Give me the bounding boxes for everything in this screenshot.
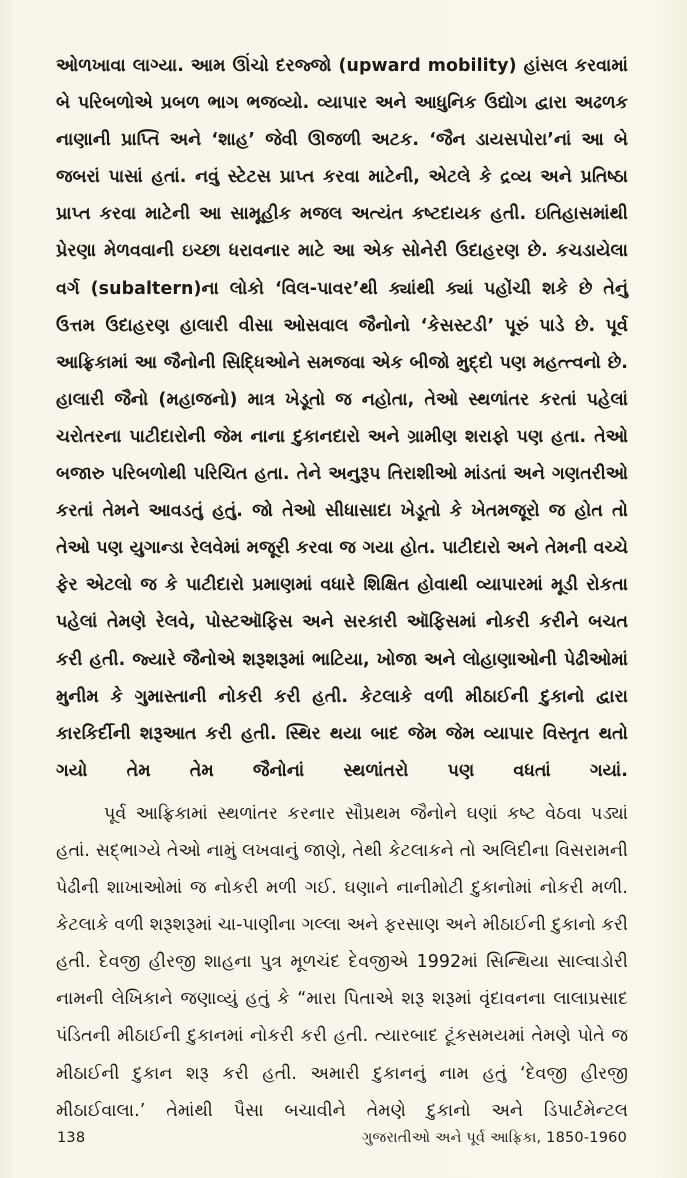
body-text	[56, 48, 628, 1130]
running-title: ગુજરાતીઓ અને પૂર્વ આફ્રિકા, 1850-1960	[361, 1130, 627, 1146]
paragraph-2: પૂર્વ આફ્રિકામાં સ્થળાંતર કરનાર સૌપ્રથમ જૈનોને ઘણાં કષ્ટ વેઠવા પડ્યાં હતાં. સદ્ભાગ્યે તેઓ નામું લખવાનું જાણે, તેથી કેટલાકને તો અલિદીના વિસરામની પેઢીની શાખાઓમાં જ નોકરી મળી ગઈ. ઘણાને નાનીમોટી દુકાનોમાં નોકરી મળી. કેટલાકે વળી શરૂશરૂમાં ચા-પાણીના ગલ્લા અને ફરસાણ અને મીઠાઈની દુકાનો કરી હતી. દેવજી હીરજી શાહના પુત્ર મૂળચંદ દેવજીએ 1992માં સિન્થિયા સાલ્વાડોરી નામની લેખિકાને જણાવ્યું હતું કે “મારા પિતાએ શરૂ શરૂમાં વૃંદાવનના લાલાપ્રસાદ પંડિતની મીઠાઈની દુકાનમાં નોકરી કરી હતી. ત્યારબાદ ટૂંકસમયમાં તેમણે પોતે જ મીઠાઈની દુકાન શરૂ કરી હતી. અમારી દુકાનનું નામ હતું ‘દેવજી હીરજી મીઠાઈવાલા.’ તેમાંથી પૈસા બચાવીને તેમણે દુકાનો અને ડિપાર્ટમેન્ટલ	[56, 803, 628, 1121]
page-number: 138	[57, 1130, 86, 1146]
paragraph-1: ઓળખાવા લાગ્યા. આમ ઊંચો દરજ્જો (upward mobility) હાંસલ કરવામાં બે પરિબળોએ પ્રબળ ભાગ ભજવ્યો. વ્યાપાર અને આધુનિક ઉદ્યોગ દ્વારા અઢળક નાણાની પ્રાપ્તિ અને ‘શાહ’ જેવી ઊજળી અટક. ‘જૈન ડાયસપોરા’નાં આ બે જબરાં પાસાં હતાં. નવું સ્ટેટસ પ્રાપ્ત કરવા માટેની, એટલે કે દ્રવ્ય અને પ્રતિષ્ઠા પ્રાપ્ત કરવા માટેની આ સામૂહીક મજલ અત્યંત કષ્ટદાયક હતી. ઇતિહાસમાંથી પ્રેરણા મેળવવાની ઇચ્છા ધરાવનાર માટે આ એક સોનેરી ઉદાહરણ છે. કચડાયેલા વર્ગ (subaltern)ના લોકો ‘વિલ-પાવર’થી ક્યાંથી ક્યાં પહોંચી શકે છે તેનું ઉત્તમ ઉદાહરણ હાલારી વીસા ઓસવાલ જૈનોનો ‘કેસસ્ટડી’ પૂરું પાડે છે. પૂર્વ આફ્રિકામાં આ જૈનોની સિદ્ધિઓને સમજવા એક બીજો મુદ્દો પણ મહત્ત્વનો છે. હાલારી જૈનો (મહાજનો) માત્ર ખેડૂતો જ નહોતા, તેઓ સ્થળાંતર કરતાં પહેલાં ચરોતરના પાટીદારોની જેમ નાના દુકાનદારો અને ગ્રામીણ શરાફો પણ હતા. તેઓ બજારુ પરિબળોથી પરિચિત હતા. તેને અનુરૂપ તિરાશીઓ માંડતાં અને ગણતરીઓ કરતાં તેમને આવડતું હતું. જો તેઓ સીધાસાદા ખેડૂતો કે ખેતમજૂરો જ હોત તો તેઓ પણ યુગાન્ડા રેલવેમાં મજૂરી કરવા જ ગયા હોત. પાટીદારો અને તેમની વચ્ચે ફેર એટલો જ કે પાટીદારો પ્રમાણમાં વધારે શિક્ષિત હોવાથી વ્યાપારમાં મૂડી રોકતા પહેલાં તેમણે રેલવે, પોસ્ટઑફિસ અને સરકારી ઑફિસમાં નોકરી કરીને બચત કરી હતી. જ્યારે જૈનોએ શરૂશરૂમાં ભાટિયા, ખોજા અને લોહાણાઓની પેઢીઓમાં મુનીમ કે ગુમાસ્તાની નોકરી કરી હતી. કેટલાકે વળી મીઠાઈની દુકાનો દ્વારા કારકિર્દીની શરૂઆત કરી હતી. સ્થિર થયા બાદ જેમ જેમ વ્યાપાર વિસ્તૃત થતો ગયો તેમ તેમ જૈનોનાં સ્થળાંતરો પણ વધતાં ગયાં.	[56, 56, 628, 781]
